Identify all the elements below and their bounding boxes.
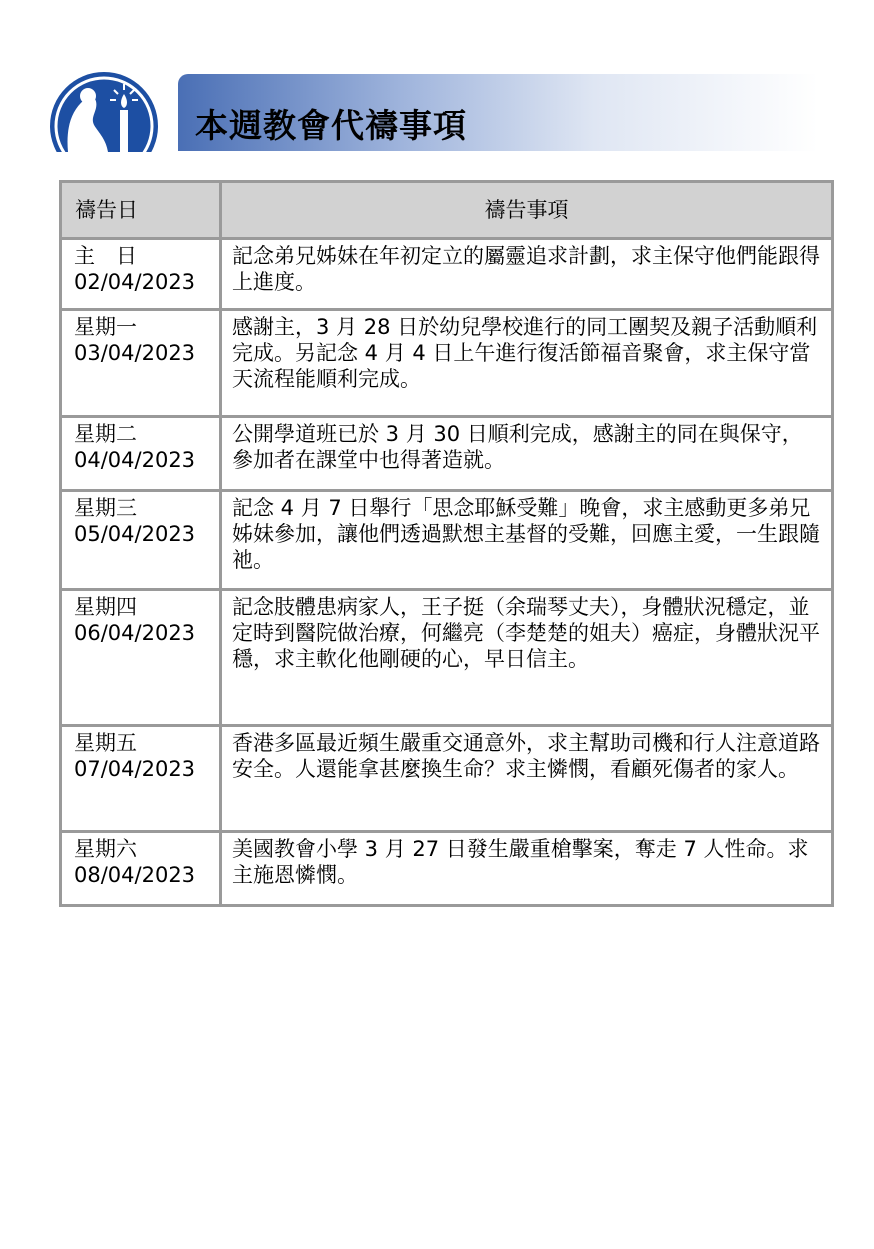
day-cell: [61, 590, 221, 726]
date-label: 03/04/2023: [74, 341, 196, 365]
prayer-item: 感謝主，3 月 28 日於幼兒學校進行的同工團契及親子活動順利完成。另記念 4 月 4 日上午進行復活節福音聚會，求主保守當天流程能順利完成。: [221, 310, 833, 417]
date-label: 07/04/2023: [74, 757, 196, 781]
weekday-label: 主 日: [74, 244, 137, 268]
prayer-item: 美國教會小學 3 月 27 日發生嚴重槍擊案，奪走 7 人性命。求主施恩憐憫。: [221, 832, 833, 906]
weekday-label: 星期六: [74, 837, 137, 861]
day-cell: [61, 726, 221, 832]
weekday-label: 星期三: [74, 496, 137, 520]
weekday-label: 星期五: [74, 731, 137, 755]
table-row: [61, 310, 833, 417]
page-title: 本週教會代禱事項: [195, 106, 467, 145]
prayer-item: 記念弟兄姊妹在年初定立的屬靈追求計劃，求主保守他們能跟得上進度。: [221, 239, 833, 310]
day-cell: [61, 417, 221, 491]
date-label: 08/04/2023: [74, 863, 196, 887]
date-label: 04/04/2023: [74, 448, 196, 472]
table-row: [61, 239, 833, 310]
praying-figure-candle-icon: [48, 70, 160, 152]
table-row: [61, 417, 833, 491]
date-label: 02/04/2023: [74, 270, 196, 294]
weekday-label: 星期四: [74, 595, 137, 619]
prayer-item: 記念 4 月 7 日舉行「思念耶穌受難」晚會，求主感動更多弟兄姊妹參加，讓他們透過默想主基督的受難，回應主愛，一生跟隨祂。: [221, 491, 833, 590]
prayer-item: 香港多區最近頻生嚴重交通意外，求主幫助司機和行人注意道路安全。人還能拿甚麼換生命？求主憐憫，看顧死傷者的家人。: [221, 726, 833, 832]
date-label: 06/04/2023: [74, 621, 196, 645]
column-header-item: 禱告事項: [221, 182, 833, 239]
church-logo: [48, 70, 160, 152]
column-header-day: 禱告日: [61, 182, 221, 239]
day-cell: [61, 832, 221, 906]
table-row: [61, 726, 833, 832]
table-row: [61, 832, 833, 906]
table-header-row: [61, 182, 833, 239]
table-row: [61, 491, 833, 590]
date-label: 05/04/2023: [74, 522, 196, 546]
weekday-label: 星期一: [74, 315, 137, 339]
day-cell: [61, 491, 221, 590]
weekday-label: 星期二: [74, 422, 137, 446]
prayer-table: [59, 180, 834, 907]
day-cell: [61, 239, 221, 310]
day-cell: [61, 310, 221, 417]
table-row: [61, 590, 833, 726]
prayer-item: 記念肢體患病家人，王子挺（余瑞琴丈夫），身體狀況穩定，並定時到醫院做治療，何繼亮（李楚楚的姐夫）癌症，身體狀況平穩，求主軟化他剛硬的心，早日信主。: [221, 590, 833, 726]
prayer-item: 公開學道班已於 3 月 30 日順利完成，感謝主的同在與保守，參加者在課堂中也得著造就。: [221, 417, 833, 491]
